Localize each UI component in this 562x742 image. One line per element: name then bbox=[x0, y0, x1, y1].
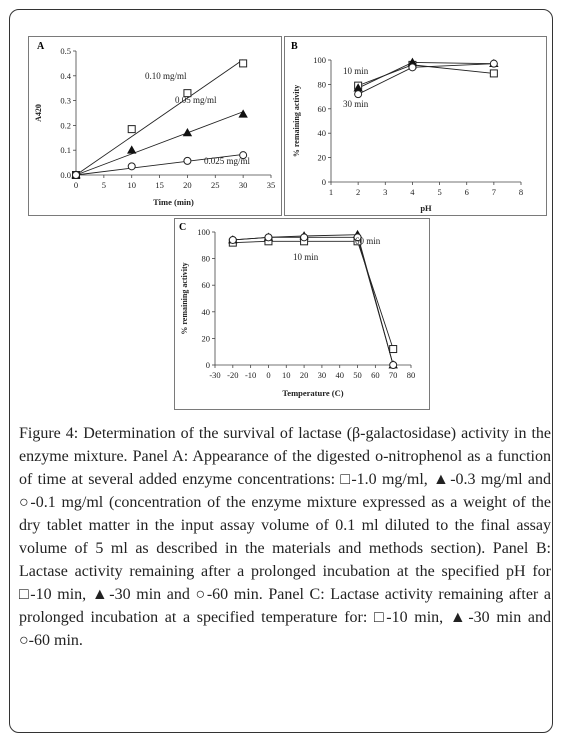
panel-a-chart bbox=[29, 37, 281, 215]
x-tick-label: 70 bbox=[388, 370, 398, 380]
data-point-square bbox=[490, 70, 497, 77]
x-tick-label: 6 bbox=[464, 187, 469, 197]
data-point-circle bbox=[128, 163, 135, 170]
y-tick-label: 0.4 bbox=[60, 70, 71, 81]
data-point-circle bbox=[490, 60, 497, 67]
x-tick-label: -20 bbox=[227, 370, 239, 380]
x-tick-label: -10 bbox=[244, 370, 257, 380]
panel-letter: A bbox=[37, 41, 45, 52]
data-point-circle bbox=[355, 91, 362, 98]
y-tick-label: 60 bbox=[317, 103, 326, 114]
x-tick-label: 3 bbox=[383, 187, 388, 197]
y-tick-label: 80 bbox=[317, 79, 326, 90]
series-label: 0.10 mg/ml bbox=[145, 71, 187, 81]
x-tick-label: 20 bbox=[299, 370, 309, 380]
x-tick-label: 1 bbox=[328, 187, 334, 197]
y-axis-title: % remaining activity bbox=[180, 262, 189, 335]
annotation-label: 10 min bbox=[293, 252, 319, 262]
panel-c-chart bbox=[175, 219, 429, 409]
annotation-label: 10 min bbox=[343, 66, 369, 76]
x-tick-label: 25 bbox=[211, 180, 220, 190]
series-line bbox=[358, 65, 494, 86]
x-tick-label: 5 bbox=[101, 180, 106, 190]
x-tick-label: 10 bbox=[127, 180, 136, 190]
y-tick-label: 0.1 bbox=[60, 145, 71, 156]
x-tick-label: 80 bbox=[406, 370, 416, 380]
y-tick-label: 0 bbox=[321, 177, 326, 187]
x-tick-label: 4 bbox=[410, 187, 415, 197]
data-point-circle bbox=[73, 172, 80, 179]
y-tick-label: 40 bbox=[317, 128, 326, 139]
panel-c bbox=[174, 218, 430, 410]
x-axis-title: Temperature (C) bbox=[282, 388, 344, 398]
data-point-square bbox=[128, 126, 135, 133]
x-tick-label: 7 bbox=[491, 187, 496, 197]
y-tick-label: 20 bbox=[201, 333, 210, 344]
y-axis-title: % remaining activity bbox=[292, 84, 301, 158]
caption-text: Determination of the survival of lactase (β-galactosidase) activity in the enzyme mixture. Panel A: Appearance of the digested o-nitrophenol as a function of time at several added enzyme concentrations: □-1.0 mg/ml, ▲-0.3 mg/ml and ○-0.1 mg/ml (concentration of the enzyme mixture expressed as a weight of the dry tablet matter in the input assay volume of 0.1 ml diluted to the final assay volume of 5 ml as described in the materials and methods section). Panel B: Lactase activity remaining after a prolonged incubation at the specified pH for □-10 min, ▲-30 min and ○-60 min. Panel C: Lactase activity remaining after a prolonged incubation at a specified temperature for: □-10 min, ▲-30 min and ○-60 min. bbox=[19, 425, 552, 649]
data-point-circle bbox=[409, 64, 416, 71]
data-point-square bbox=[390, 346, 397, 353]
figure-caption bbox=[19, 422, 551, 652]
series-label: 0.025 mg/ml bbox=[204, 156, 251, 166]
x-tick-label: 40 bbox=[335, 370, 344, 380]
y-tick-label: 0.2 bbox=[60, 120, 71, 131]
x-tick-label: 50 bbox=[353, 370, 362, 380]
x-tick-label: 0 bbox=[73, 180, 79, 190]
y-tick-label: 0.5 bbox=[60, 46, 71, 56]
y-tick-label: 0 bbox=[205, 360, 210, 370]
y-tick-label: 0.3 bbox=[60, 95, 71, 106]
data-point-circle bbox=[265, 234, 272, 241]
x-tick-label: 8 bbox=[518, 187, 524, 197]
annotation-label: 60 min bbox=[355, 236, 381, 246]
y-tick-label: 80 bbox=[201, 253, 210, 264]
x-tick-label: 60 bbox=[371, 370, 380, 380]
x-tick-label: 5 bbox=[437, 187, 442, 197]
x-tick-label: 20 bbox=[183, 180, 192, 190]
y-axis-title: A420 bbox=[34, 104, 43, 122]
y-tick-label: 0.0 bbox=[60, 170, 71, 180]
panel-a bbox=[28, 36, 282, 216]
x-tick-label: 30 bbox=[238, 180, 248, 190]
y-tick-label: 100 bbox=[313, 55, 326, 65]
data-point-triangle bbox=[128, 146, 136, 153]
y-tick-label: 40 bbox=[201, 306, 210, 317]
data-point-circle bbox=[301, 234, 308, 241]
series-label: 0.05 mg/ml bbox=[175, 95, 217, 105]
panel-letter: B bbox=[291, 41, 298, 52]
data-point-triangle bbox=[183, 129, 191, 136]
data-point-circle bbox=[229, 236, 236, 243]
y-tick-label: 100 bbox=[197, 227, 210, 237]
x-tick-label: 15 bbox=[155, 180, 164, 190]
x-tick-label: -30 bbox=[209, 370, 221, 380]
data-point-square bbox=[240, 60, 247, 67]
x-tick-label: 10 bbox=[282, 370, 291, 380]
x-axis-title: Time (min) bbox=[153, 197, 194, 207]
panel-letter: C bbox=[179, 222, 187, 233]
caption-label: Figure 4: bbox=[19, 425, 79, 442]
panel-b bbox=[284, 36, 547, 216]
x-tick-label: 30 bbox=[317, 370, 327, 380]
data-point-circle bbox=[390, 362, 397, 369]
panel-b-chart bbox=[285, 37, 546, 215]
annotation-label: 30 min bbox=[343, 99, 369, 109]
data-point-triangle bbox=[239, 110, 247, 117]
x-tick-label: 35 bbox=[266, 180, 276, 190]
data-point-circle bbox=[184, 157, 191, 164]
x-tick-label: 0 bbox=[266, 370, 271, 380]
x-axis-title: pH bbox=[420, 203, 432, 213]
y-tick-label: 20 bbox=[317, 152, 326, 163]
y-tick-label: 60 bbox=[201, 280, 210, 291]
x-tick-label: 2 bbox=[356, 187, 361, 197]
